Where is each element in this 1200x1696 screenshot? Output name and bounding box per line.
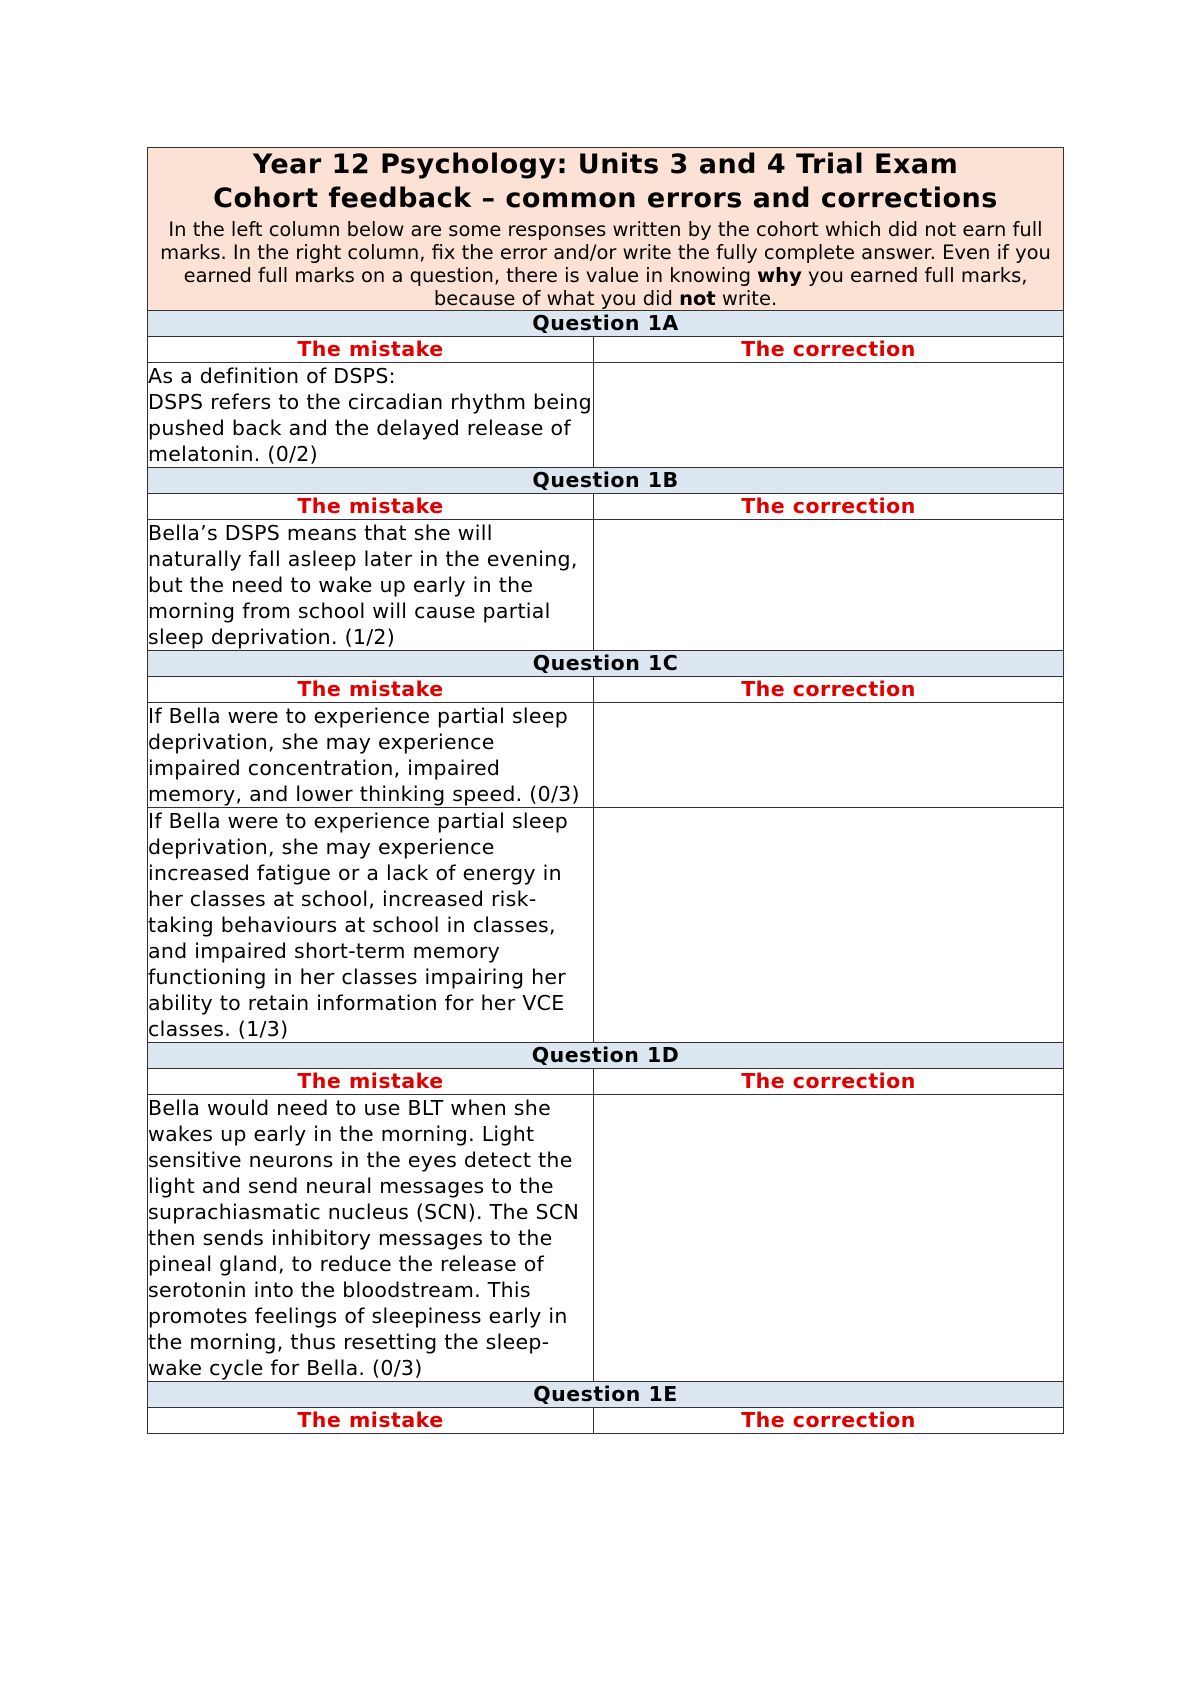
- intro-text: [148, 218, 1063, 310]
- intro-text-bold-not: not: [679, 287, 716, 310]
- mistake-label: The mistake: [148, 494, 594, 520]
- label-row: [148, 677, 1064, 703]
- question-row: [148, 651, 1064, 677]
- mistake-label: The mistake: [148, 1408, 594, 1434]
- question-title: Question 1B: [148, 468, 1064, 494]
- correction-answer-cell[interactable]: [594, 1095, 1064, 1382]
- feedback-table-body: [148, 148, 1064, 1434]
- page-subtitle: Cohort feedback – common errors and corrections: [213, 183, 998, 214]
- correction-answer-cell[interactable]: [594, 520, 1064, 651]
- intro-text-bold-why: why: [757, 264, 802, 287]
- question-row: [148, 468, 1064, 494]
- question-title: Question 1C: [148, 651, 1064, 677]
- mistake-response: Bella’s DSPS means that she will naturally fall asleep later in the evening, but the need to wake up early in the morning from school will cause partial sleep deprivation. (1/2): [148, 520, 594, 651]
- question-title: Question 1A: [148, 311, 1064, 337]
- label-row: [148, 1069, 1064, 1095]
- correction-answer-cell[interactable]: [594, 808, 1064, 1043]
- question-row: [148, 1043, 1064, 1069]
- correction-label: The correction: [594, 1069, 1064, 1095]
- correction-label: The correction: [594, 1408, 1064, 1434]
- question-title: Question 1D: [148, 1043, 1064, 1069]
- correction-label: The correction: [594, 337, 1064, 363]
- response-row: [148, 808, 1064, 1043]
- page-title: Year 12 Psychology: Units 3 and 4 Trial Exam: [252, 149, 959, 180]
- mistake-label: The mistake: [148, 1069, 594, 1095]
- response-row: [148, 703, 1064, 808]
- intro-text-part1: In the left column below are some responses written by the cohort which did not earn full marks. In the right column, fix the error and/or write the fully complete answer. Even if you earned full marks on a question, there is value in knowing: [160, 218, 1051, 287]
- label-row: [148, 494, 1064, 520]
- correction-answer-cell[interactable]: [594, 703, 1064, 808]
- header-cell: [148, 148, 1064, 311]
- correction-label: The correction: [594, 677, 1064, 703]
- correction-answer-cell[interactable]: [594, 363, 1064, 468]
- correction-label: The correction: [594, 494, 1064, 520]
- question-row: [148, 311, 1064, 337]
- label-row: [148, 1408, 1064, 1434]
- response-row: [148, 1095, 1064, 1382]
- mistake-label: The mistake: [148, 677, 594, 703]
- response-row: [148, 363, 1064, 468]
- response-row: [148, 520, 1064, 651]
- question-row: [148, 1382, 1064, 1408]
- mistake-response: As a definition of DSPS: DSPS refers to the circadian rhythm being pushed back and the delayed release of melatonin. (0/2): [148, 364, 592, 466]
- intro-text-part2: you earned full marks, because of what you did: [433, 264, 1028, 310]
- mistake-response: Bella would need to use BLT when she wakes up early in the morning. Light sensitive neurons in the eyes detect the light and send neural messages to the suprachiasmatic nucleus (SCN). The SCN then sends inhibitory messages to the pineal gland, to reduce the release of serotonin into the bloodstream. This promotes feelings of sleepiness early in the morning, thus resetting the sleep-wake cycle for Bella. (0/3): [148, 1095, 594, 1382]
- label-row: [148, 337, 1064, 363]
- mistake-label: The mistake: [148, 337, 594, 363]
- mistake-response: If Bella were to experience partial sleep deprivation, she may experience increased fatigue or a lack of energy in her classes at school, increased risk-taking behaviours at school in classes, and impaired short-term memory functioning in her classes impairing her ability to retain information for her VCE classes. (1/3): [148, 808, 594, 1043]
- header-row: [148, 148, 1064, 311]
- feedback-page: [147, 147, 1063, 1434]
- intro-text-part3: write.: [715, 287, 778, 310]
- question-title: Question 1E: [148, 1382, 1064, 1408]
- feedback-table: [147, 147, 1064, 1434]
- mistake-response: If Bella were to experience partial sleep deprivation, she may experience impaired concentration, impaired memory, and lower thinking speed. (0/3): [148, 703, 594, 808]
